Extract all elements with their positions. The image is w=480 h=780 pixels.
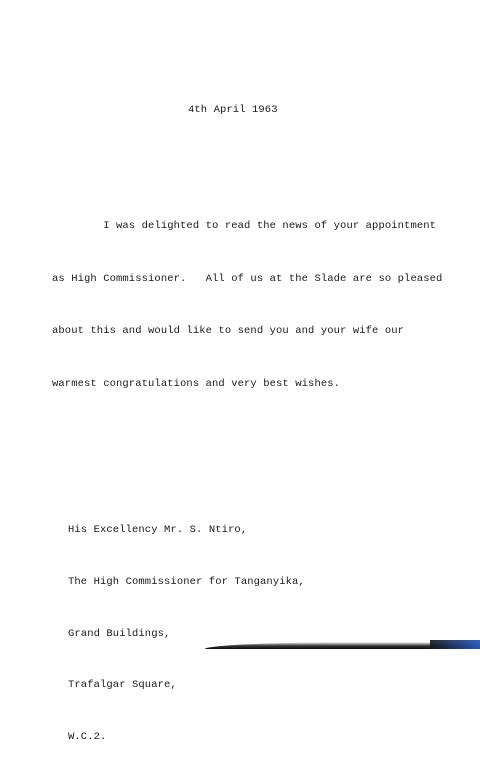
letter-date: 4th April 1963 [188, 104, 278, 116]
address-line: Grand Buildings, [68, 627, 171, 640]
address-line: His Excellency Mr. S. Ntiro, [68, 524, 248, 537]
body-line: I was delighted to read the news of your appointment [52, 220, 437, 232]
body-line: warmest congratulations and very best wishes. [52, 377, 341, 390]
recipient-address [68, 488, 305, 780]
scan-blue-edge [430, 640, 480, 649]
letter-body [52, 183, 442, 428]
address-line: W.C.2. [68, 730, 107, 743]
body-line: about this and would like to send you and your wife our [52, 325, 405, 337]
address-line: Trafalgar Square, [68, 679, 177, 692]
address-line: The High Commissioner for Tanganyika, [68, 576, 305, 589]
body-line: as High Commissioner. All of us at the Slade are so pleased [52, 272, 443, 285]
